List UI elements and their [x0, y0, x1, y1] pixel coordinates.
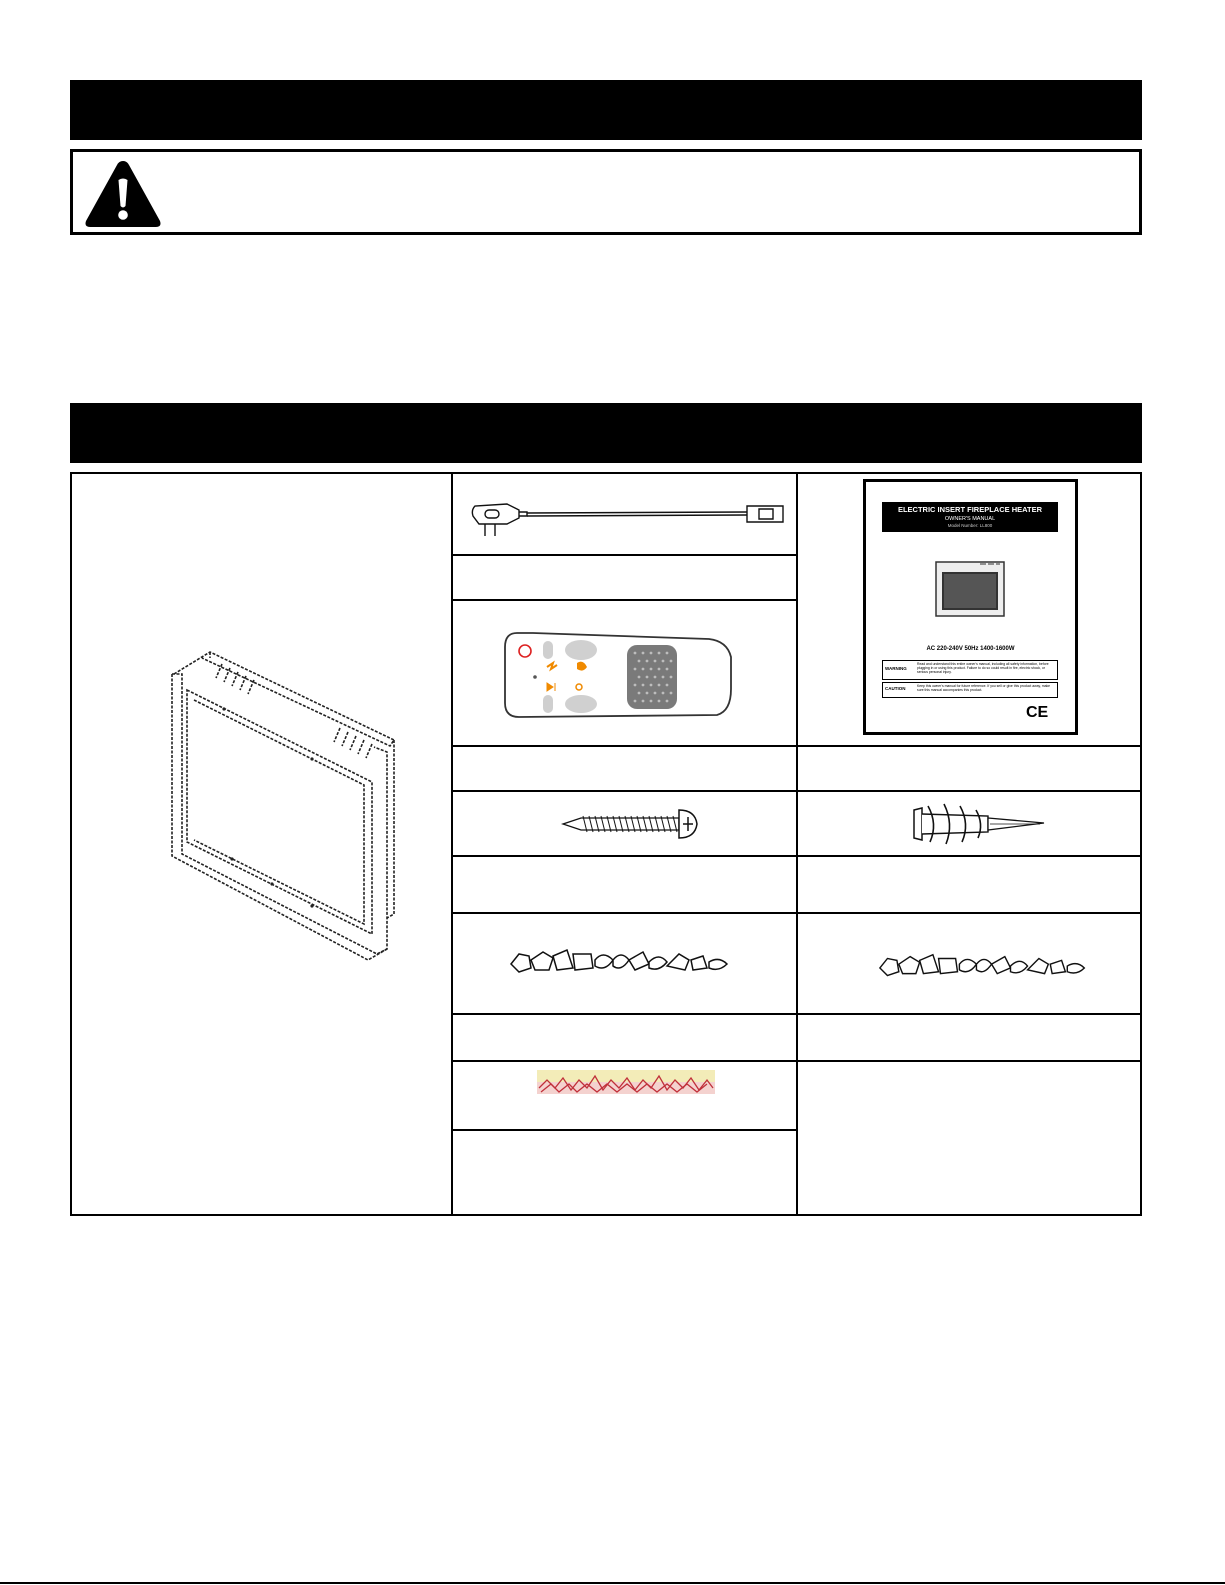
ember-bed-drawing — [537, 1070, 715, 1094]
manual-warning-row — [882, 660, 1058, 680]
warning-triangle-icon — [83, 158, 163, 230]
fireplace-insert-drawing — [162, 644, 402, 964]
empty-cell — [796, 1060, 1142, 1216]
manual-model: Model Number: LL800 — [947, 523, 993, 528]
safety-section-header — [70, 80, 1142, 140]
page-bottom-rule — [0, 1582, 1225, 1584]
log-set-a-label-cell — [451, 1013, 798, 1062]
screw-label-cell — [451, 855, 798, 914]
ember-bed-label-cell — [451, 1129, 798, 1216]
ember-bed-cell — [451, 1060, 798, 1131]
manual-ce-mark: CE — [1026, 704, 1049, 721]
manual-rating: AC 220-240V 50Hz 1400-1600W — [926, 646, 1015, 652]
power-cord-label-cell — [451, 554, 798, 601]
power-cord-cell — [451, 472, 798, 556]
log-set-b-label-cell — [796, 1013, 1142, 1062]
warning-box — [70, 149, 1142, 235]
parts-section-header — [70, 403, 1142, 463]
manual-subtitle: OWNER'S MANUAL — [944, 516, 996, 522]
wall-anchor-drawing — [910, 800, 1048, 848]
manual-caution-tag: CAUTION — [885, 686, 906, 691]
screw-cell — [451, 790, 798, 857]
manual-caution-text: Keep this owner's manual for future reference. If you sell or give this product away, make sure this manual accompanies this product. — [917, 684, 1051, 692]
fireplace-insert-cell — [70, 472, 453, 1216]
remote-control-cell — [451, 599, 798, 747]
owners-manual-label-cell — [796, 745, 1142, 792]
manual-title: ELECTRIC INSERT FIREPLACE HEATER — [897, 505, 1043, 514]
wall-anchor-cell — [796, 790, 1142, 857]
log-set-b-cell — [796, 912, 1142, 1015]
screw-drawing — [561, 802, 701, 846]
owners-manual-cover — [863, 479, 1078, 735]
power-cord-drawing — [467, 494, 787, 539]
owners-manual-cell — [796, 472, 1142, 747]
remote-control-drawing — [503, 629, 733, 721]
log-set-b-drawing — [878, 952, 1090, 982]
manual-title-band — [882, 502, 1058, 532]
manual-fireplace-image — [930, 556, 1010, 622]
remote-control-label-cell — [451, 745, 798, 792]
manual-warning-text: Read and understand this entire owner's manual, including all safety information, before plugging in or using this product. Failure to do so could result in fire, electric shock, or serious personal injury. — [917, 662, 1049, 674]
log-set-a-cell — [451, 912, 798, 1015]
manual-caution-row — [882, 682, 1058, 698]
manual-warning-tag: WARNING — [885, 666, 907, 671]
log-set-a-drawing — [509, 948, 733, 978]
wall-anchor-label-cell — [796, 855, 1142, 914]
